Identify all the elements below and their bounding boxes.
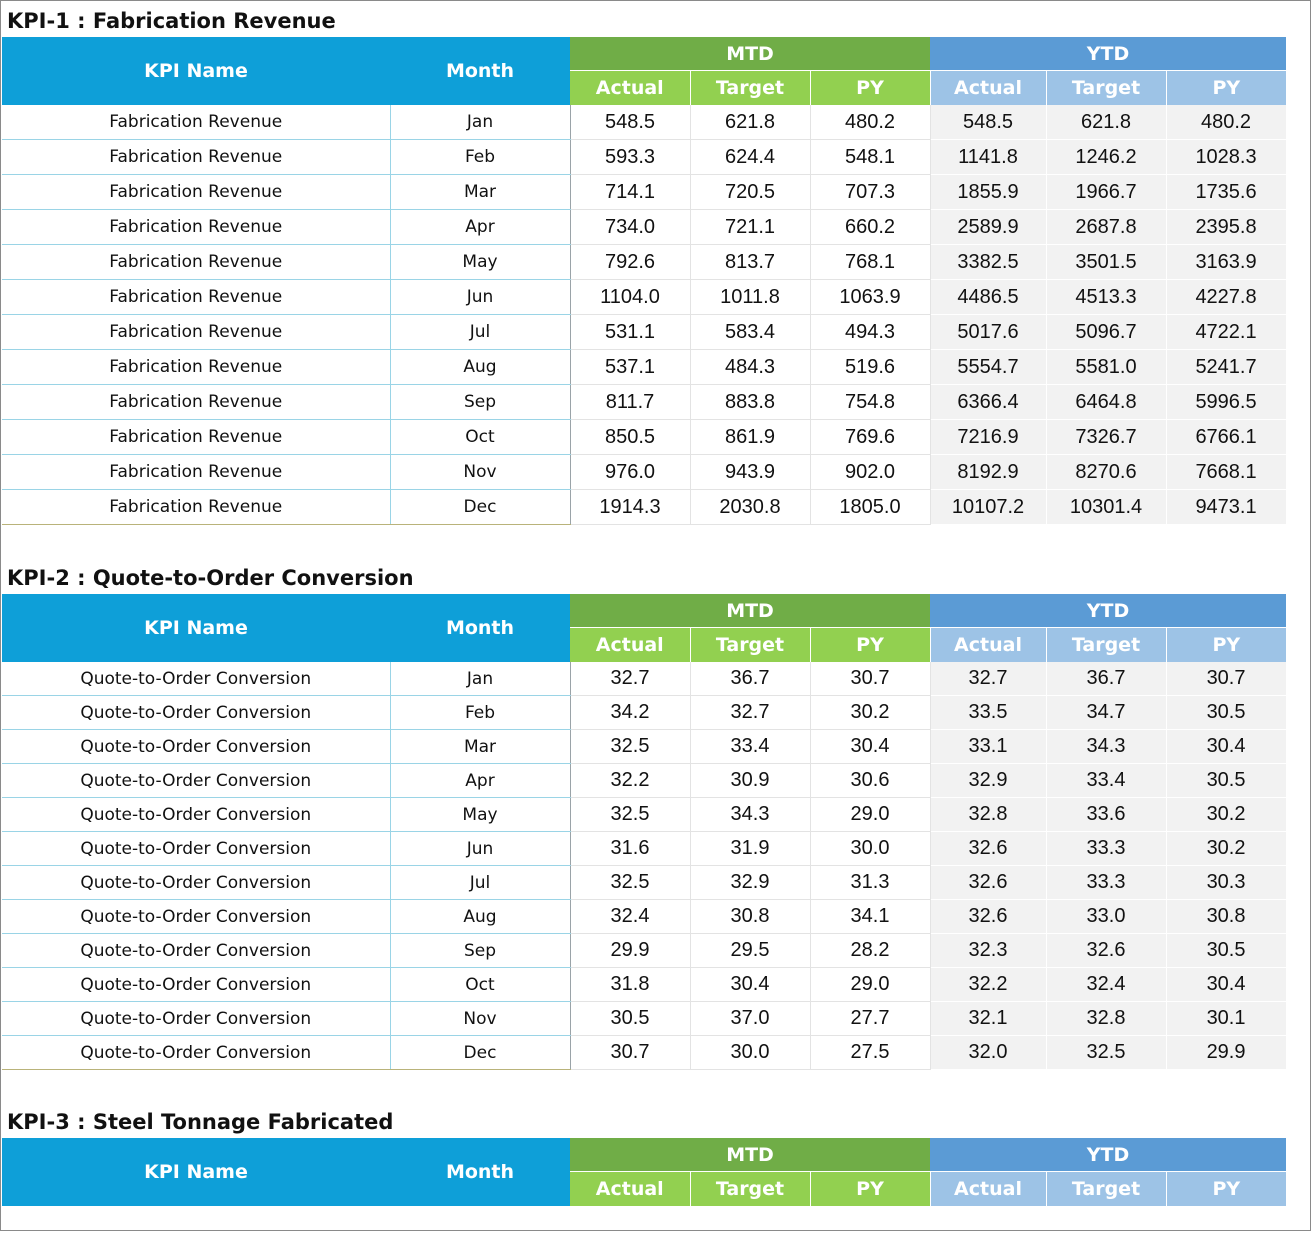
mtd-py-cell[interactable]: 28.2 [810, 934, 930, 968]
kpi-name-cell[interactable]: Quote-to-Order Conversion [2, 832, 390, 866]
ytd-actual-cell[interactable]: 3382.5 [930, 245, 1046, 280]
mtd-actual-cell[interactable]: 792.6 [570, 245, 690, 280]
month-cell[interactable]: Jul [390, 866, 570, 900]
month-cell[interactable]: Jun [390, 832, 570, 866]
table-row [2, 210, 1286, 245]
table-row [2, 764, 1286, 798]
mtd-py-cell[interactable]: 1805.0 [810, 490, 930, 525]
ytd-actual-cell[interactable]: 32.0 [930, 1036, 1046, 1070]
ytd-py-cell[interactable]: 30.4 [1166, 968, 1286, 1002]
mtd-py-cell[interactable]: 660.2 [810, 210, 930, 245]
mtd-actual-header[interactable]: Actual [570, 628, 690, 663]
mtd-target-cell[interactable]: 583.4 [690, 315, 810, 350]
kpi-name-cell[interactable]: Quote-to-Order Conversion [2, 866, 390, 900]
mtd-py-cell[interactable]: 480.2 [810, 105, 930, 140]
mtd-py-cell[interactable]: 519.6 [810, 350, 930, 385]
mtd-py-cell[interactable]: 1063.9 [810, 280, 930, 315]
mtd-actual-cell[interactable]: 30.7 [570, 1036, 690, 1070]
ytd-actual-cell[interactable]: 548.5 [930, 105, 1046, 140]
mtd-actual-cell[interactable]: 714.1 [570, 175, 690, 210]
kpi-3-table [2, 1138, 1286, 1206]
mtd-target-header[interactable]: Target [690, 71, 810, 106]
month-cell[interactable]: Jan [390, 662, 570, 696]
month-header[interactable]: Month [390, 1138, 570, 1206]
mtd-actual-cell[interactable]: 32.7 [570, 662, 690, 696]
ytd-target-cell[interactable]: 32.4 [1046, 968, 1166, 1002]
mtd-py-cell[interactable]: 34.1 [810, 900, 930, 934]
ytd-target-cell[interactable]: 33.0 [1046, 900, 1166, 934]
ytd-actual-cell[interactable]: 32.3 [930, 934, 1046, 968]
mtd-actual-cell[interactable]: 1104.0 [570, 280, 690, 315]
kpi-name-cell[interactable]: Fabrication Revenue [2, 210, 390, 245]
mtd-target-cell[interactable]: 37.0 [690, 1002, 810, 1036]
mtd-actual-cell[interactable]: 32.5 [570, 798, 690, 832]
mtd-target-cell[interactable]: 883.8 [690, 385, 810, 420]
mtd-target-cell[interactable]: 33.4 [690, 730, 810, 764]
table-row [2, 245, 1286, 280]
ytd-header[interactable]: YTD [930, 594, 1286, 628]
ytd-actual-header[interactable]: Actual [930, 628, 1046, 663]
mtd-header[interactable]: MTD [570, 1138, 930, 1172]
month-cell[interactable]: Jul [390, 315, 570, 350]
ytd-py-cell[interactable]: 30.2 [1166, 798, 1286, 832]
kpi-name-cell[interactable]: Quote-to-Order Conversion [2, 764, 390, 798]
mtd-actual-cell[interactable]: 811.7 [570, 385, 690, 420]
ytd-target-cell[interactable]: 3501.5 [1046, 245, 1166, 280]
kpi-name-cell[interactable]: Fabrication Revenue [2, 280, 390, 315]
kpi-name-cell[interactable]: Quote-to-Order Conversion [2, 662, 390, 696]
ytd-py-cell[interactable]: 30.1 [1166, 1002, 1286, 1036]
kpi-2-section [2, 560, 1286, 1070]
ytd-target-cell[interactable]: 10301.4 [1046, 490, 1166, 525]
mtd-actual-cell[interactable]: 531.1 [570, 315, 690, 350]
month-cell[interactable]: Mar [390, 175, 570, 210]
ytd-py-cell[interactable]: 30.5 [1166, 764, 1286, 798]
kpi-name-cell[interactable]: Fabrication Revenue [2, 455, 390, 490]
kpi-name-cell[interactable]: Quote-to-Order Conversion [2, 730, 390, 764]
ytd-py-cell[interactable]: 480.2 [1166, 105, 1286, 140]
mtd-py-cell[interactable]: 30.2 [810, 696, 930, 730]
ytd-actual-cell[interactable]: 5554.7 [930, 350, 1046, 385]
mtd-target-cell[interactable]: 943.9 [690, 455, 810, 490]
mtd-actual-cell[interactable]: 976.0 [570, 455, 690, 490]
ytd-target-cell[interactable]: 1246.2 [1046, 140, 1166, 175]
month-header[interactable]: Month [390, 37, 570, 105]
ytd-target-cell[interactable]: 33.3 [1046, 866, 1166, 900]
table-row [2, 900, 1286, 934]
ytd-py-cell[interactable]: 3163.9 [1166, 245, 1286, 280]
ytd-target-cell[interactable]: 34.7 [1046, 696, 1166, 730]
month-cell[interactable]: Oct [390, 420, 570, 455]
ytd-target-cell[interactable]: 32.6 [1046, 934, 1166, 968]
kpi-1-table [2, 37, 1287, 525]
ytd-target-cell[interactable]: 32.8 [1046, 1002, 1166, 1036]
ytd-actual-cell[interactable]: 32.9 [930, 764, 1046, 798]
mtd-py-cell[interactable]: 769.6 [810, 420, 930, 455]
ytd-target-cell[interactable]: 621.8 [1046, 105, 1166, 140]
kpi-2-title: KPI-2 : Quote-to-Order Conversion [7, 566, 414, 590]
mtd-target-cell[interactable]: 36.7 [690, 662, 810, 696]
month-cell[interactable]: Feb [390, 140, 570, 175]
ytd-target-cell[interactable]: 2687.8 [1046, 210, 1166, 245]
mtd-target-cell[interactable]: 484.3 [690, 350, 810, 385]
kpi-name-cell[interactable]: Fabrication Revenue [2, 420, 390, 455]
month-cell[interactable]: Aug [390, 900, 570, 934]
ytd-py-cell[interactable]: 30.5 [1166, 696, 1286, 730]
mtd-actual-cell[interactable]: 29.9 [570, 934, 690, 968]
ytd-py-cell[interactable]: 5996.5 [1166, 385, 1286, 420]
mtd-actual-cell[interactable]: 593.3 [570, 140, 690, 175]
mtd-target-cell[interactable]: 34.3 [690, 798, 810, 832]
kpi-name-cell[interactable]: Quote-to-Order Conversion [2, 900, 390, 934]
kpi-2-table [2, 594, 1287, 1070]
table-row [2, 866, 1286, 900]
kpi-name-cell[interactable]: Fabrication Revenue [2, 175, 390, 210]
mtd-py-cell[interactable]: 30.7 [810, 662, 930, 696]
table-row [2, 662, 1286, 696]
ytd-target-cell[interactable]: 33.3 [1046, 832, 1166, 866]
mtd-py-header[interactable]: PY [810, 71, 930, 106]
kpi-3-section [2, 1104, 1286, 1206]
kpi-name-cell[interactable]: Fabrication Revenue [2, 105, 390, 140]
mtd-py-cell[interactable]: 548.1 [810, 140, 930, 175]
month-cell[interactable]: Apr [390, 210, 570, 245]
ytd-actual-cell[interactable]: 6366.4 [930, 385, 1046, 420]
month-cell[interactable]: Jun [390, 280, 570, 315]
ytd-py-header[interactable]: PY [1166, 71, 1286, 106]
ytd-py-cell[interactable]: 30.7 [1166, 662, 1286, 696]
table-row [2, 490, 1286, 525]
mtd-actual-cell[interactable]: 32.5 [570, 866, 690, 900]
ytd-actual-cell[interactable]: 10107.2 [930, 490, 1046, 525]
mtd-target-cell[interactable]: 31.9 [690, 832, 810, 866]
mtd-py-cell[interactable]: 27.7 [810, 1002, 930, 1036]
ytd-header[interactable]: YTD [930, 37, 1286, 71]
mtd-target-cell[interactable]: 29.5 [690, 934, 810, 968]
ytd-target-cell[interactable]: 4513.3 [1046, 280, 1166, 315]
mtd-py-cell[interactable]: 902.0 [810, 455, 930, 490]
month-cell[interactable]: Feb [390, 696, 570, 730]
ytd-header[interactable]: YTD [930, 1138, 1286, 1172]
table-row [2, 350, 1286, 385]
kpi-name-cell[interactable]: Fabrication Revenue [2, 385, 390, 420]
mtd-actual-cell[interactable]: 32.2 [570, 764, 690, 798]
month-cell[interactable]: Apr [390, 764, 570, 798]
ytd-py-cell[interactable]: 30.3 [1166, 866, 1286, 900]
month-cell[interactable]: May [390, 798, 570, 832]
table-row [2, 968, 1286, 1002]
mtd-target-cell[interactable]: 30.8 [690, 900, 810, 934]
ytd-target-cell[interactable]: 8270.6 [1046, 455, 1166, 490]
kpi-name-cell[interactable]: Fabrication Revenue [2, 350, 390, 385]
kpi-name-cell[interactable]: Fabrication Revenue [2, 490, 390, 525]
mtd-target-header[interactable]: Target [690, 1172, 810, 1207]
ytd-actual-cell[interactable]: 32.7 [930, 662, 1046, 696]
table-row [2, 140, 1286, 175]
ytd-actual-cell[interactable]: 2589.9 [930, 210, 1046, 245]
kpi-name-cell[interactable]: Quote-to-Order Conversion [2, 1002, 390, 1036]
table-row [2, 1036, 1286, 1070]
ytd-py-cell[interactable]: 1735.6 [1166, 175, 1286, 210]
mtd-py-cell[interactable]: 494.3 [810, 315, 930, 350]
kpi-name-cell[interactable]: Fabrication Revenue [2, 140, 390, 175]
mtd-actual-cell[interactable]: 30.5 [570, 1002, 690, 1036]
ytd-actual-cell[interactable]: 33.5 [930, 696, 1046, 730]
ytd-py-cell[interactable]: 4227.8 [1166, 280, 1286, 315]
table-row [2, 280, 1286, 315]
kpi-1-section [2, 3, 1286, 525]
ytd-target-cell[interactable]: 5096.7 [1046, 315, 1166, 350]
kpi-name-cell[interactable]: Fabrication Revenue [2, 245, 390, 280]
mtd-py-cell[interactable]: 29.0 [810, 798, 930, 832]
ytd-actual-cell[interactable]: 32.1 [930, 1002, 1046, 1036]
ytd-actual-cell[interactable]: 32.6 [930, 900, 1046, 934]
mtd-target-cell[interactable]: 721.1 [690, 210, 810, 245]
month-cell[interactable]: Aug [390, 350, 570, 385]
mtd-py-cell[interactable]: 754.8 [810, 385, 930, 420]
ytd-target-cell[interactable]: 33.6 [1046, 798, 1166, 832]
mtd-actual-cell[interactable]: 1914.3 [570, 490, 690, 525]
mtd-actual-header[interactable]: Actual [570, 71, 690, 106]
table-row [2, 175, 1286, 210]
mtd-actual-cell[interactable]: 548.5 [570, 105, 690, 140]
mtd-py-cell[interactable]: 27.5 [810, 1036, 930, 1070]
ytd-py-cell[interactable]: 29.9 [1166, 1036, 1286, 1070]
ytd-actual-cell[interactable]: 7216.9 [930, 420, 1046, 455]
mtd-actual-cell[interactable]: 32.5 [570, 730, 690, 764]
kpi-name-cell[interactable]: Quote-to-Order Conversion [2, 934, 390, 968]
mtd-py-cell[interactable]: 29.0 [810, 968, 930, 1002]
mtd-actual-cell[interactable]: 850.5 [570, 420, 690, 455]
mtd-target-cell[interactable]: 861.9 [690, 420, 810, 455]
kpi-name-cell[interactable]: Fabrication Revenue [2, 315, 390, 350]
ytd-py-header[interactable]: PY [1166, 1172, 1286, 1207]
kpi-name-cell[interactable]: Quote-to-Order Conversion [2, 968, 390, 1002]
mtd-target-cell[interactable]: 30.0 [690, 1036, 810, 1070]
table-row [2, 1002, 1286, 1036]
ytd-actual-cell[interactable]: 1141.8 [930, 140, 1046, 175]
ytd-py-cell[interactable]: 30.5 [1166, 934, 1286, 968]
mtd-target-cell[interactable]: 32.7 [690, 696, 810, 730]
ytd-actual-header[interactable]: Actual [930, 71, 1046, 106]
ytd-actual-cell[interactable]: 32.8 [930, 798, 1046, 832]
mtd-target-cell[interactable]: 30.9 [690, 764, 810, 798]
mtd-target-cell[interactable]: 621.8 [690, 105, 810, 140]
table-row [2, 730, 1286, 764]
ytd-py-cell[interactable]: 2395.8 [1166, 210, 1286, 245]
table-row [2, 696, 1286, 730]
kpi-3-title: KPI-3 : Steel Tonnage Fabricated [7, 1110, 394, 1134]
mtd-target-cell[interactable]: 1011.8 [690, 280, 810, 315]
mtd-actual-header[interactable]: Actual [570, 1172, 690, 1207]
ytd-target-cell[interactable]: 34.3 [1046, 730, 1166, 764]
ytd-target-cell[interactable]: 7326.7 [1046, 420, 1166, 455]
ytd-target-cell[interactable]: 1966.7 [1046, 175, 1166, 210]
kpi-name-cell[interactable]: Quote-to-Order Conversion [2, 798, 390, 832]
mtd-py-header[interactable]: PY [810, 1172, 930, 1207]
mtd-actual-cell[interactable]: 32.4 [570, 900, 690, 934]
mtd-target-cell[interactable]: 2030.8 [690, 490, 810, 525]
ytd-py-cell[interactable]: 4722.1 [1166, 315, 1286, 350]
ytd-py-cell[interactable]: 30.4 [1166, 730, 1286, 764]
mtd-actual-cell[interactable]: 734.0 [570, 210, 690, 245]
table-row [2, 798, 1286, 832]
ytd-py-cell[interactable]: 7668.1 [1166, 455, 1286, 490]
ytd-actual-cell[interactable]: 1855.9 [930, 175, 1046, 210]
ytd-target-cell[interactable]: 5581.0 [1046, 350, 1166, 385]
mtd-py-cell[interactable]: 30.4 [810, 730, 930, 764]
month-cell[interactable]: Dec [390, 1036, 570, 1070]
month-cell[interactable]: Jan [390, 105, 570, 140]
ytd-py-cell[interactable]: 6766.1 [1166, 420, 1286, 455]
ytd-actual-cell[interactable]: 5017.6 [930, 315, 1046, 350]
table-row [2, 105, 1286, 140]
ytd-py-cell[interactable]: 30.2 [1166, 832, 1286, 866]
month-header[interactable]: Month [390, 594, 570, 662]
kpi-name-cell[interactable]: Quote-to-Order Conversion [2, 696, 390, 730]
mtd-target-cell[interactable]: 30.4 [690, 968, 810, 1002]
kpi-name-header[interactable]: KPI Name [2, 1138, 390, 1206]
ytd-target-cell[interactable]: 6464.8 [1046, 385, 1166, 420]
ytd-actual-cell[interactable]: 4486.5 [930, 280, 1046, 315]
month-cell[interactable]: Sep [390, 934, 570, 968]
month-cell[interactable]: Nov [390, 1002, 570, 1036]
ytd-target-header[interactable]: Target [1046, 1172, 1166, 1207]
month-cell[interactable]: May [390, 245, 570, 280]
mtd-header[interactable]: MTD [570, 594, 930, 628]
mtd-target-cell[interactable]: 813.7 [690, 245, 810, 280]
ytd-py-cell[interactable]: 30.8 [1166, 900, 1286, 934]
table-row [2, 934, 1286, 968]
ytd-target-header[interactable]: Target [1046, 71, 1166, 106]
ytd-py-cell[interactable]: 1028.3 [1166, 140, 1286, 175]
table-row [2, 455, 1286, 490]
mtd-actual-cell[interactable]: 537.1 [570, 350, 690, 385]
mtd-target-cell[interactable]: 624.4 [690, 140, 810, 175]
kpi-name-header[interactable]: KPI Name [2, 594, 390, 662]
ytd-py-cell[interactable]: 9473.1 [1166, 490, 1286, 525]
table-row [2, 315, 1286, 350]
table-row [2, 420, 1286, 455]
ytd-actual-cell[interactable]: 32.6 [930, 832, 1046, 866]
ytd-target-cell[interactable]: 33.4 [1046, 764, 1166, 798]
mtd-target-header[interactable]: Target [690, 628, 810, 663]
table-row [2, 385, 1286, 420]
kpi-name-header[interactable]: KPI Name [2, 37, 390, 105]
mtd-header[interactable]: MTD [570, 37, 930, 71]
month-cell[interactable]: Dec [390, 490, 570, 525]
mtd-actual-cell[interactable]: 34.2 [570, 696, 690, 730]
mtd-py-cell[interactable]: 30.0 [810, 832, 930, 866]
mtd-py-cell[interactable]: 707.3 [810, 175, 930, 210]
ytd-target-cell[interactable]: 32.5 [1046, 1036, 1166, 1070]
table-row [2, 832, 1286, 866]
mtd-py-cell[interactable]: 30.6 [810, 764, 930, 798]
month-cell[interactable]: Sep [390, 385, 570, 420]
mtd-target-cell[interactable]: 720.5 [690, 175, 810, 210]
ytd-target-cell[interactable]: 36.7 [1046, 662, 1166, 696]
mtd-py-cell[interactable]: 31.3 [810, 866, 930, 900]
ytd-py-cell[interactable]: 5241.7 [1166, 350, 1286, 385]
ytd-py-header[interactable]: PY [1166, 628, 1286, 663]
month-cell[interactable]: Nov [390, 455, 570, 490]
ytd-actual-header[interactable]: Actual [930, 1172, 1046, 1207]
ytd-actual-cell[interactable]: 32.2 [930, 968, 1046, 1002]
kpi-name-cell[interactable]: Quote-to-Order Conversion [2, 1036, 390, 1070]
month-cell[interactable]: Oct [390, 968, 570, 1002]
mtd-actual-cell[interactable]: 31.8 [570, 968, 690, 1002]
ytd-actual-cell[interactable]: 32.6 [930, 866, 1046, 900]
ytd-actual-cell[interactable]: 8192.9 [930, 455, 1046, 490]
month-cell[interactable]: Mar [390, 730, 570, 764]
ytd-target-header[interactable]: Target [1046, 628, 1166, 663]
mtd-py-cell[interactable]: 768.1 [810, 245, 930, 280]
mtd-target-cell[interactable]: 32.9 [690, 866, 810, 900]
ytd-actual-cell[interactable]: 33.1 [930, 730, 1046, 764]
kpi-1-title: KPI-1 : Fabrication Revenue [7, 9, 336, 33]
mtd-py-header[interactable]: PY [810, 628, 930, 663]
mtd-actual-cell[interactable]: 31.6 [570, 832, 690, 866]
